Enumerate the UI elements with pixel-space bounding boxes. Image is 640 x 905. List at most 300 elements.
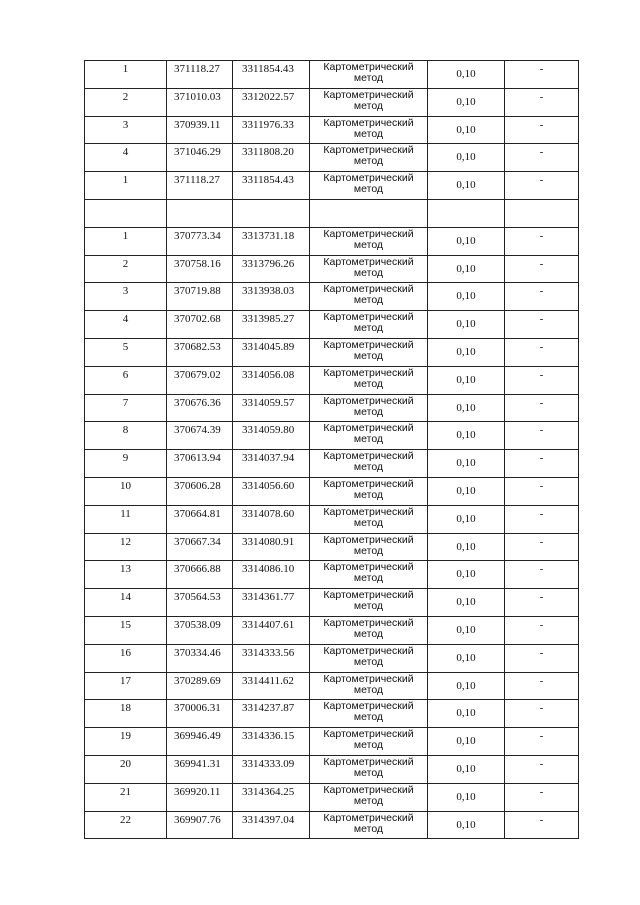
description-cell — [505, 116, 579, 144]
y-coordinate-cell — [233, 144, 310, 172]
description-text: - — [539, 424, 544, 437]
method-cell — [310, 450, 428, 478]
point-number-cell — [85, 338, 167, 366]
y-coordinate-cell — [233, 533, 310, 561]
x-coordinate-cell — [167, 561, 233, 589]
x-coordinate: 370564.53 — [174, 591, 221, 604]
x-coordinate-cell — [167, 255, 233, 283]
y-coordinate-cell — [233, 755, 310, 783]
accuracy-cell — [428, 172, 505, 200]
table-row — [85, 88, 579, 116]
table-row — [85, 728, 579, 756]
y-coordinate: 3314078.60 — [242, 507, 295, 520]
y-coordinate-cell — [233, 672, 310, 700]
y-coordinate-cell — [233, 88, 310, 116]
description-cell — [505, 422, 579, 450]
point-number: 9 — [122, 452, 129, 465]
method-text: Картометрический метод — [323, 88, 414, 112]
table-row — [85, 311, 579, 339]
description-text: - — [539, 90, 544, 103]
accuracy-value: 0,10 — [456, 262, 476, 275]
y-coordinate-cell — [233, 422, 310, 450]
method-text: Картометрический метод — [323, 644, 414, 668]
y-coordinate-cell — [233, 616, 310, 644]
method-cell — [310, 505, 428, 533]
method-cell — [310, 616, 428, 644]
description-text: - — [539, 646, 544, 659]
accuracy-value: 0,10 — [456, 512, 476, 525]
accuracy-value: 0,10 — [456, 651, 476, 664]
empty-cell — [310, 199, 428, 227]
table-row — [85, 644, 579, 672]
y-coordinate: 3314059.57 — [242, 396, 295, 409]
table-row — [85, 283, 579, 311]
description-text: - — [539, 368, 544, 381]
point-number: 4 — [122, 313, 129, 326]
description-cell — [505, 144, 579, 172]
x-coordinate-cell — [167, 783, 233, 811]
point-number-cell — [85, 255, 167, 283]
x-coordinate: 370334.46 — [174, 646, 221, 659]
table-row — [85, 533, 579, 561]
point-number: 4 — [122, 146, 129, 159]
method-text: Картометрический метод — [323, 728, 414, 752]
x-coordinate-cell — [167, 672, 233, 700]
table-row — [85, 700, 579, 728]
method-cell — [310, 422, 428, 450]
method-cell — [310, 116, 428, 144]
accuracy-cell — [428, 672, 505, 700]
table-row — [85, 255, 579, 283]
point-number-cell — [85, 477, 167, 505]
y-coordinate-cell — [233, 172, 310, 200]
x-coordinate: 370289.69 — [174, 674, 221, 687]
point-number-cell — [85, 88, 167, 116]
y-coordinate: 3314237.87 — [242, 702, 295, 715]
y-coordinate-cell — [233, 227, 310, 255]
table-row — [85, 172, 579, 200]
y-coordinate-cell — [233, 283, 310, 311]
accuracy-value: 0,10 — [456, 345, 476, 358]
method-text: Картометрический метод — [323, 283, 414, 307]
y-coordinate: 3313938.03 — [242, 285, 295, 298]
description-text: - — [539, 618, 544, 631]
table-row — [85, 227, 579, 255]
x-coordinate-cell — [167, 811, 233, 839]
point-number: 1 — [122, 63, 129, 75]
y-coordinate: 3314361.77 — [242, 591, 295, 604]
x-coordinate: 370006.31 — [174, 702, 221, 715]
accuracy-value: 0,10 — [456, 401, 476, 414]
table-row — [85, 450, 579, 478]
x-coordinate-cell — [167, 728, 233, 756]
description-text: - — [539, 340, 544, 353]
x-coordinate-cell — [167, 61, 233, 89]
point-number-cell — [85, 450, 167, 478]
description-cell — [505, 672, 579, 700]
description-text: - — [539, 535, 544, 548]
method-text: Картометрический метод — [323, 172, 414, 196]
description-cell — [505, 450, 579, 478]
method-cell — [310, 589, 428, 617]
y-coordinate-cell — [233, 811, 310, 839]
method-cell — [310, 700, 428, 728]
accuracy-cell — [428, 728, 505, 756]
method-text: Картометрический метод — [323, 450, 414, 474]
table-row — [85, 116, 579, 144]
y-coordinate-cell — [233, 561, 310, 589]
accuracy-cell — [428, 700, 505, 728]
y-coordinate: 3314333.56 — [242, 646, 295, 659]
method-cell — [310, 227, 428, 255]
method-text: Картометрический метод — [323, 422, 414, 446]
accuracy-value: 0,10 — [456, 790, 476, 803]
table-body — [85, 61, 579, 839]
point-number: 8 — [122, 424, 129, 437]
point-number-cell — [85, 589, 167, 617]
point-number: 3 — [122, 118, 129, 131]
accuracy-cell — [428, 644, 505, 672]
y-coordinate: 3314411.62 — [242, 674, 294, 687]
point-number-cell — [85, 172, 167, 200]
description-cell — [505, 394, 579, 422]
description-text: - — [539, 146, 544, 159]
point-number-cell — [85, 700, 167, 728]
empty-cell — [85, 199, 167, 227]
method-text: Картометрический метод — [323, 505, 414, 529]
description-text: - — [539, 591, 544, 604]
method-text: Картометрический метод — [323, 366, 414, 390]
point-number: 13 — [120, 563, 131, 576]
accuracy-value: 0,10 — [456, 623, 476, 636]
x-coordinate: 370758.16 — [174, 257, 221, 270]
y-coordinate-cell — [233, 700, 310, 728]
point-number-cell — [85, 394, 167, 422]
x-coordinate: 371118.27 — [174, 63, 220, 75]
table-row — [85, 755, 579, 783]
table-row — [85, 561, 579, 589]
accuracy-cell — [428, 144, 505, 172]
method-text: Картометрический метод — [323, 672, 414, 696]
x-coordinate-cell — [167, 700, 233, 728]
point-number: 7 — [122, 396, 129, 409]
accuracy-value: 0,10 — [456, 373, 476, 386]
accuracy-value: 0,10 — [456, 735, 476, 748]
x-coordinate-cell — [167, 450, 233, 478]
accuracy-value: 0,10 — [456, 568, 476, 581]
x-coordinate: 371118.27 — [174, 174, 220, 187]
description-text: - — [539, 257, 544, 270]
description-text: - — [539, 285, 544, 298]
accuracy-cell — [428, 283, 505, 311]
description-cell — [505, 88, 579, 116]
x-coordinate: 371010.03 — [174, 90, 221, 103]
accuracy-cell — [428, 366, 505, 394]
accuracy-value: 0,10 — [456, 596, 476, 609]
point-number-cell — [85, 755, 167, 783]
y-coordinate: 3314056.60 — [242, 479, 295, 492]
y-coordinate: 3311854.43 — [242, 63, 294, 75]
y-coordinate: 3314333.09 — [242, 757, 295, 770]
description-text: - — [539, 313, 544, 326]
table-row — [85, 144, 579, 172]
y-coordinate: 3313796.26 — [242, 257, 295, 270]
point-number: 16 — [120, 646, 131, 659]
description-cell — [505, 616, 579, 644]
method-cell — [310, 783, 428, 811]
point-number: 3 — [122, 285, 129, 298]
accuracy-value: 0,10 — [456, 95, 476, 108]
method-cell — [310, 144, 428, 172]
description-text: - — [539, 118, 544, 131]
x-coordinate: 370613.94 — [174, 452, 221, 465]
method-text: Картометрический метод — [323, 811, 414, 835]
x-coordinate-cell — [167, 394, 233, 422]
y-coordinate: 3311976.33 — [242, 118, 294, 131]
method-text: Картометрический метод — [323, 589, 414, 613]
accuracy-value: 0,10 — [456, 707, 476, 720]
y-coordinate: 3313731.18 — [242, 229, 295, 242]
y-coordinate-cell — [233, 394, 310, 422]
description-text: - — [539, 507, 544, 520]
y-coordinate: 3312022.57 — [242, 90, 295, 103]
description-cell — [505, 311, 579, 339]
x-coordinate: 371046.29 — [174, 146, 221, 159]
accuracy-value: 0,10 — [456, 457, 476, 470]
x-coordinate: 370702.68 — [174, 313, 221, 326]
x-coordinate: 370773.34 — [174, 229, 221, 242]
description-cell — [505, 589, 579, 617]
point-number: 14 — [120, 591, 131, 604]
y-coordinate-cell — [233, 783, 310, 811]
accuracy-value: 0,10 — [456, 318, 476, 331]
description-cell — [505, 811, 579, 839]
point-number-cell — [85, 505, 167, 533]
point-number: 20 — [120, 757, 131, 770]
y-coordinate: 3314407.61 — [242, 618, 295, 631]
accuracy-value: 0,10 — [456, 123, 476, 136]
point-number-cell — [85, 783, 167, 811]
description-cell — [505, 561, 579, 589]
description-cell — [505, 255, 579, 283]
description-text: - — [539, 479, 544, 492]
y-coordinate-cell — [233, 450, 310, 478]
empty-cell — [428, 199, 505, 227]
y-coordinate: 3314080.91 — [242, 535, 295, 548]
table-row — [85, 811, 579, 839]
method-cell — [310, 811, 428, 839]
y-coordinate: 3313985.27 — [242, 313, 295, 326]
table-row — [85, 61, 579, 89]
description-text: - — [539, 63, 544, 75]
accuracy-value: 0,10 — [456, 151, 476, 164]
y-coordinate: 3314059.80 — [242, 424, 295, 437]
x-coordinate-cell — [167, 366, 233, 394]
x-coordinate: 370538.09 — [174, 618, 221, 631]
x-coordinate: 370679.02 — [174, 368, 221, 381]
accuracy-cell — [428, 616, 505, 644]
x-coordinate: 370674.39 — [174, 424, 221, 437]
method-cell — [310, 88, 428, 116]
description-text: - — [539, 563, 544, 576]
y-coordinate-cell — [233, 728, 310, 756]
point-number: 6 — [122, 368, 129, 381]
y-coordinate-cell — [233, 589, 310, 617]
method-text: Картометрический метод — [323, 227, 414, 251]
point-number-cell — [85, 116, 167, 144]
accuracy-cell — [428, 311, 505, 339]
method-cell — [310, 477, 428, 505]
empty-cell — [233, 199, 310, 227]
method-text: Картометрический метод — [323, 144, 414, 168]
table-row — [85, 589, 579, 617]
description-text: - — [539, 674, 544, 687]
x-coordinate-cell — [167, 227, 233, 255]
method-text: Картометрический метод — [323, 394, 414, 418]
accuracy-cell — [428, 477, 505, 505]
point-number-cell — [85, 561, 167, 589]
method-cell — [310, 561, 428, 589]
x-coordinate-cell — [167, 644, 233, 672]
method-text: Картометрический метод — [323, 61, 414, 84]
accuracy-cell — [428, 88, 505, 116]
empty-cell — [505, 199, 579, 227]
method-text: Картометрический метод — [323, 116, 414, 140]
point-number-cell — [85, 616, 167, 644]
method-text: Картометрический метод — [323, 755, 414, 779]
method-text: Картометрический метод — [323, 533, 414, 557]
point-number: 2 — [122, 257, 129, 270]
x-coordinate-cell — [167, 311, 233, 339]
description-cell — [505, 477, 579, 505]
accuracy-value: 0,10 — [456, 290, 476, 303]
method-cell — [310, 755, 428, 783]
accuracy-value: 0,10 — [456, 234, 476, 247]
x-coordinate: 370682.53 — [174, 340, 221, 353]
method-text: Картометрический метод — [323, 561, 414, 585]
table-row — [85, 783, 579, 811]
method-text: Картометрический метод — [323, 338, 414, 362]
method-text: Картометрический метод — [323, 311, 414, 335]
point-number-cell — [85, 672, 167, 700]
accuracy-cell — [428, 116, 505, 144]
accuracy-cell — [428, 227, 505, 255]
point-number: 21 — [120, 785, 131, 798]
coordinates-table — [84, 60, 579, 839]
y-coordinate: 3314045.89 — [242, 340, 295, 353]
x-coordinate-cell — [167, 172, 233, 200]
y-coordinate-cell — [233, 61, 310, 89]
description-cell — [505, 783, 579, 811]
description-text: - — [539, 174, 544, 187]
accuracy-value: 0,10 — [456, 762, 476, 775]
method-text: Картометрический метод — [323, 616, 414, 640]
method-cell — [310, 338, 428, 366]
y-coordinate-cell — [233, 366, 310, 394]
description-text: - — [539, 229, 544, 242]
y-coordinate: 3311808.20 — [242, 146, 294, 159]
point-number: 15 — [120, 618, 131, 631]
description-cell — [505, 505, 579, 533]
point-number-cell — [85, 61, 167, 89]
method-text: Картометрический метод — [323, 700, 414, 724]
description-cell — [505, 283, 579, 311]
x-coordinate: 370676.36 — [174, 396, 221, 409]
point-number-cell — [85, 422, 167, 450]
accuracy-value: 0,10 — [456, 429, 476, 442]
method-cell — [310, 283, 428, 311]
accuracy-cell — [428, 783, 505, 811]
accuracy-value: 0,10 — [456, 540, 476, 553]
y-coordinate-cell — [233, 477, 310, 505]
x-coordinate-cell — [167, 116, 233, 144]
point-number-cell — [85, 533, 167, 561]
accuracy-cell — [428, 505, 505, 533]
point-number-cell — [85, 644, 167, 672]
point-number: 5 — [122, 340, 129, 353]
method-text: Картометрический метод — [323, 783, 414, 807]
x-coordinate: 370606.28 — [174, 479, 221, 492]
x-coordinate: 369946.49 — [174, 730, 221, 743]
x-coordinate-cell — [167, 477, 233, 505]
point-number-cell — [85, 283, 167, 311]
point-number: 2 — [122, 90, 129, 103]
y-coordinate-cell — [233, 505, 310, 533]
y-coordinate: 3314037.94 — [242, 452, 295, 465]
description-cell — [505, 533, 579, 561]
description-cell — [505, 366, 579, 394]
accuracy-cell — [428, 338, 505, 366]
method-cell — [310, 366, 428, 394]
x-coordinate-cell — [167, 283, 233, 311]
y-coordinate-cell — [233, 338, 310, 366]
method-cell — [310, 394, 428, 422]
x-coordinate: 370667.34 — [174, 535, 221, 548]
table-row — [85, 422, 579, 450]
method-cell — [310, 644, 428, 672]
description-cell — [505, 338, 579, 366]
point-number: 1 — [122, 229, 129, 242]
x-coordinate-cell — [167, 755, 233, 783]
table-row — [85, 616, 579, 644]
point-number: 10 — [120, 479, 131, 492]
method-cell — [310, 311, 428, 339]
y-coordinate-cell — [233, 644, 310, 672]
accuracy-value: 0,10 — [456, 679, 476, 692]
table-row — [85, 477, 579, 505]
empty-cell — [167, 199, 233, 227]
y-coordinate: 3314364.25 — [242, 785, 295, 798]
table-row — [85, 505, 579, 533]
description-cell — [505, 700, 579, 728]
accuracy-value: 0,10 — [456, 179, 476, 192]
point-number: 1 — [122, 174, 129, 187]
description-cell — [505, 61, 579, 89]
x-coordinate: 370719.88 — [174, 285, 221, 298]
x-coordinate-cell — [167, 338, 233, 366]
table-row — [85, 338, 579, 366]
accuracy-cell — [428, 61, 505, 89]
point-number: 11 — [120, 507, 131, 520]
description-text: - — [539, 396, 544, 409]
point-number-cell — [85, 311, 167, 339]
table-row — [85, 394, 579, 422]
accuracy-cell — [428, 755, 505, 783]
x-coordinate-cell — [167, 589, 233, 617]
accuracy-cell — [428, 255, 505, 283]
x-coordinate: 370666.88 — [174, 563, 221, 576]
point-number-cell — [85, 728, 167, 756]
